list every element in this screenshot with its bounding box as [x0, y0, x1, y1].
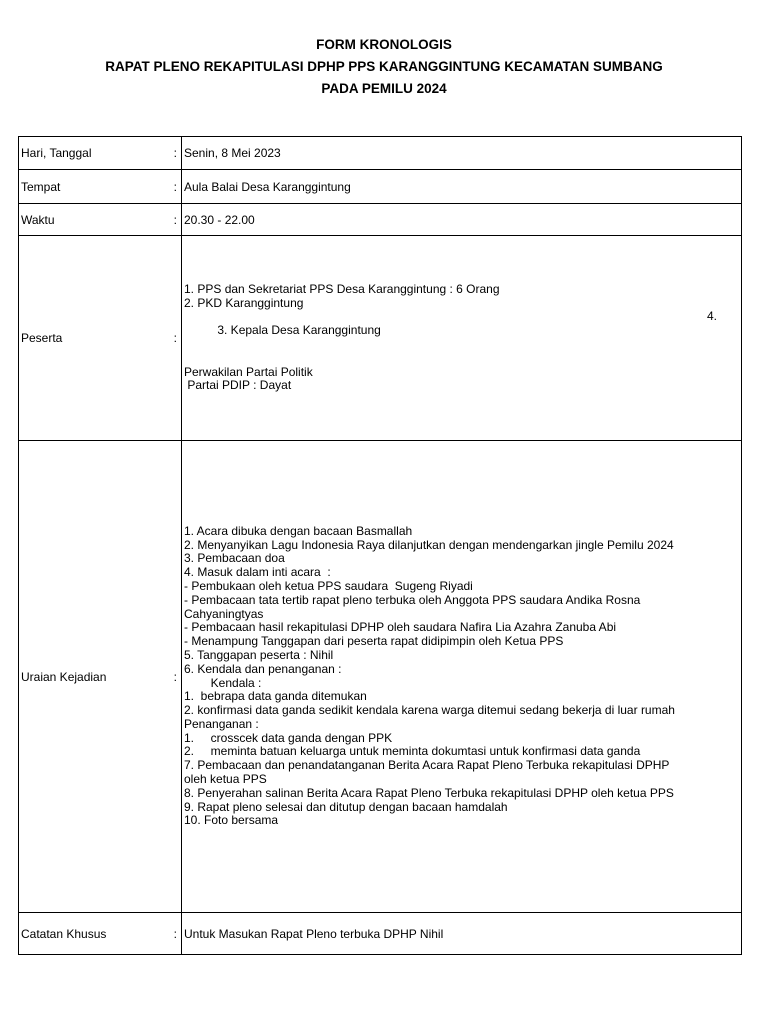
uraian-line: 10. Foto bersama: [184, 813, 279, 828]
peserta-item: Partai PDIP : Dayat: [184, 378, 292, 393]
peserta-list: [184, 283, 741, 393]
colon: :: [173, 331, 177, 345]
uraian-line: 8. Penyerahan salinan Berita Acara Rapat Pleno Terbuka rekapitulasi DPHP oleh ketua PPS: [184, 785, 674, 800]
uraian-line: 2. meminta batuan keluarga untuk meminta dokumtasi untuk konfirmasi data ganda: [184, 744, 641, 759]
uraian-line: 3. Pembacaan doa: [184, 551, 285, 566]
uraian-line: 7. Pembacaan dan penandatanganan Berita Acara Rapat Pleno Terbuka rekapitulasi DPHP: [184, 758, 670, 773]
form-title: FORM KRONOLOGIS: [316, 37, 452, 52]
document-header: [0, 34, 768, 100]
uraian-line: - Pembacaan hasil rekapitulasi DPHP oleh saudara Nafira Lia Azahra Zanuba Abi: [184, 620, 617, 635]
colon: :: [173, 212, 177, 227]
uraian-line: 9. Rapat pleno selesai dan ditutup dengan bacaan hamdalah: [184, 799, 508, 814]
uraian-line: 5. Tanggapan peserta : Nihil: [184, 647, 334, 662]
peserta-item-text: 3. Kepala Desa Karanggintung: [217, 323, 381, 338]
row-uraian-kejadian: [19, 441, 742, 913]
uraian-line: Penanganan :: [184, 716, 259, 731]
value-catatan-khusus: Untuk Masukan Rapat Pleno terbuka DPHP Nihil: [182, 913, 742, 955]
uraian-list: [184, 525, 741, 829]
form-election-line: PADA PEMILU 2024: [321, 81, 447, 96]
uraian-line: - Pembukaan oleh ketua PPS saudara Sugeng Riyadi: [184, 578, 473, 593]
colon: :: [173, 179, 177, 194]
colon: :: [173, 669, 177, 684]
row-catatan-khusus: [19, 913, 742, 955]
value-tempat: Aula Balai Desa Karanggintung: [182, 170, 742, 204]
label-peserta: Peserta: [21, 331, 63, 345]
label-uraian-kejadian: Uraian Kejadian: [21, 669, 107, 684]
peserta-item: 2. PKD Karanggintung: [184, 295, 304, 310]
uraian-line: oleh ketua PPS: [184, 772, 267, 787]
uraian-line: 1. crosscek data ganda dengan PPK: [184, 730, 393, 745]
label-cell: [19, 913, 182, 955]
label-tempat: Tempat: [21, 179, 61, 194]
value-hari-tanggal: Senin, 8 Mei 2023: [182, 137, 742, 170]
uraian-line: Kendala :: [184, 675, 262, 690]
row-tempat: [19, 170, 742, 204]
value-uraian-kejadian: [182, 441, 742, 913]
row-hari-tanggal: [19, 137, 742, 170]
peserta-item-marker: 4.: [706, 309, 717, 324]
uraian-line: - Pembacaan tata tertib rapat pleno terbuka oleh Anggota PPS saudara Andika Rosna: [184, 592, 641, 607]
uraian-line: 2. Menyanyikan Lagu Indonesia Raya dilanjutkan dengan mendengarkan jingle Pemilu 2024: [184, 537, 674, 552]
peserta-item: Perwakilan Partai Politik: [184, 364, 313, 379]
colon: :: [173, 926, 177, 941]
uraian-line: 1. Acara dibuka dengan bacaan Basmallah: [184, 523, 413, 538]
label-cell: [19, 204, 182, 236]
label-cell: [19, 170, 182, 204]
uraian-line: 4. Masuk dalam inti acara :: [184, 565, 331, 580]
uraian-line: - Menampung Tanggapan dari peserta rapat didipimpin oleh Ketua PPS: [184, 634, 564, 649]
uraian-line: Cahyaningtyas: [184, 606, 264, 621]
uraian-line: 1. bebrapa data ganda ditemukan: [184, 689, 367, 704]
label-waktu: Waktu: [21, 212, 55, 227]
uraian-line: 2. konfirmasi data ganda sedikit kendala karena warga ditemui sedang bekerja di luar rumah: [184, 703, 675, 718]
chronology-table: [18, 136, 742, 955]
label-cell: [19, 236, 182, 441]
value-waktu: 20.30 - 22.00: [182, 204, 742, 236]
peserta-item: 1. PPS dan Sekretariat PPS Desa Karanggintung : 6 Orang: [184, 281, 500, 296]
row-waktu: [19, 204, 742, 236]
uraian-line: 6. Kendala dan penanganan :: [184, 661, 342, 676]
label-catatan-khusus: Catatan Khusus: [21, 926, 107, 941]
label-cell: [19, 137, 182, 170]
peserta-item: [184, 310, 741, 365]
label-cell: [19, 441, 182, 913]
value-peserta: [182, 236, 742, 441]
form-subtitle: RAPAT PLENO REKAPITULASI DPHP PPS KARANGGINTUNG KECAMATAN SUMBANG: [105, 59, 663, 74]
row-peserta: [19, 236, 742, 441]
label-hari-tanggal: Hari, Tanggal: [21, 146, 92, 160]
colon: :: [173, 146, 177, 160]
